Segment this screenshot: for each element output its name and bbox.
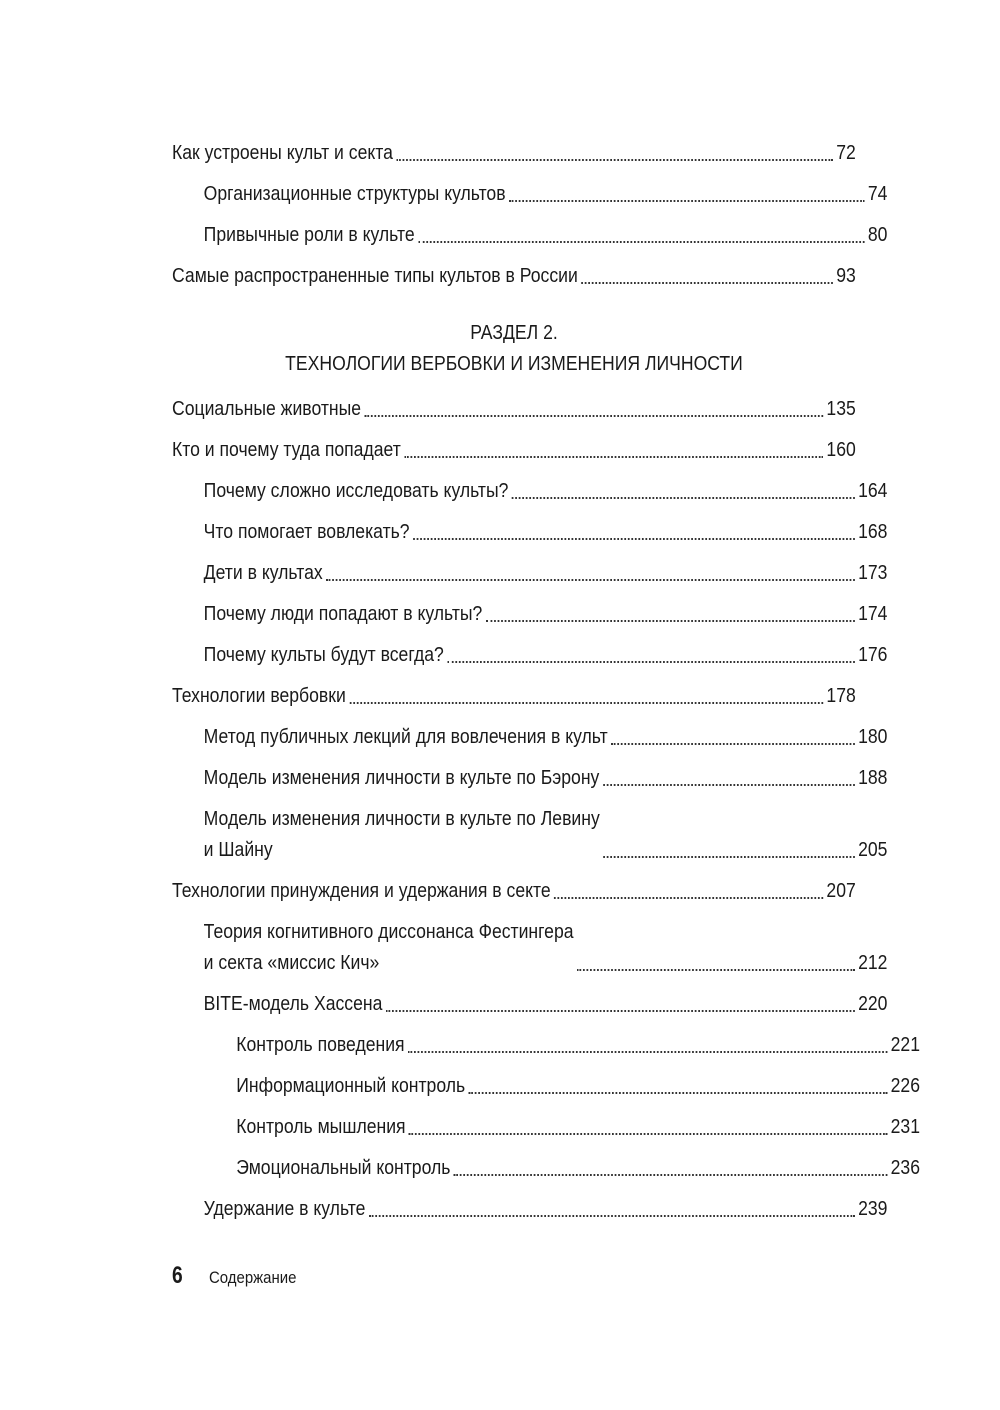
toc-entry-title: Почему сложно исследовать культы? [203, 480, 509, 502]
toc-entry-title: Контроль поведения [236, 1034, 405, 1056]
toc-entry-page: 74 [867, 183, 888, 205]
toc-part-2 [172, 384, 921, 1225]
toc-entry-page: 236 [890, 1157, 921, 1179]
toc-entry[interactable] [172, 794, 887, 866]
toc-entry-page: 205 [858, 839, 888, 861]
toc-entry[interactable] [172, 169, 887, 210]
toc-entry-page: 168 [858, 521, 888, 543]
toc-entry-page: 93 [836, 265, 856, 287]
dot-leader [454, 1173, 887, 1176]
toc-entry-title: Привычные роли в культе [203, 224, 415, 246]
toc-entry-title: Удержание в культе [203, 1198, 366, 1220]
toc-entry-title-line: и Шайну [203, 839, 273, 861]
toc-entry[interactable] [172, 128, 856, 169]
toc-entry-page: 178 [826, 685, 856, 707]
toc-entry[interactable] [172, 753, 887, 794]
toc-entry-page: 231 [890, 1116, 921, 1138]
section-heading [213, 318, 815, 380]
toc-entry-title: Самые распространенные типы культов в России [172, 265, 578, 287]
toc-entry[interactable] [172, 589, 887, 630]
page-footer [172, 1262, 309, 1290]
dot-leader [408, 1050, 887, 1053]
toc-entry[interactable] [172, 210, 887, 251]
toc-entry-title: Почему культы будут всегда? [203, 644, 444, 666]
toc-entry-page: 226 [890, 1075, 921, 1097]
dot-leader [509, 199, 864, 202]
toc-entry[interactable] [172, 979, 887, 1020]
toc-entry[interactable] [172, 1020, 920, 1061]
toc-entry-title: Социальные животные [172, 398, 362, 420]
toc-entry[interactable] [172, 1102, 920, 1143]
toc-entry[interactable] [172, 384, 856, 425]
toc-entry-title-line: Модель изменения личности в культе по Левину [203, 808, 600, 830]
page-number: 6 [172, 1262, 183, 1289]
dot-leader [611, 742, 854, 745]
dot-leader [396, 158, 832, 161]
toc-entry-page: 188 [858, 767, 888, 789]
dot-leader [486, 619, 855, 622]
section-title: ТЕХНОЛОГИИ ВЕРБОВКИ И ИЗМЕНЕНИЯ ЛИЧНОСТИ [285, 353, 743, 375]
toc-part-1 [172, 128, 888, 292]
toc-entry-title: Эмоциональный контроль [236, 1157, 451, 1179]
toc-entry-page: 173 [858, 562, 888, 584]
toc-entry-title: Контроль мышления [236, 1116, 406, 1138]
dot-leader [447, 660, 854, 663]
toc-entry-title: Почему люди попадают в культы? [203, 603, 483, 625]
dot-leader [418, 240, 864, 243]
toc-entry[interactable] [172, 866, 856, 907]
toc-entry[interactable] [172, 466, 887, 507]
section-label: РАЗДЕЛ 2. [470, 322, 558, 344]
dot-leader [512, 496, 855, 499]
toc-entry-title-line: и секта «миссис Кич» [203, 952, 380, 974]
toc-entry-page: 72 [836, 142, 856, 164]
toc-entry-page: 160 [826, 439, 856, 461]
toc-entry[interactable] [172, 1143, 920, 1184]
dot-leader [369, 1214, 855, 1217]
toc-entry-page: 135 [826, 398, 856, 420]
toc-entry[interactable] [172, 507, 887, 548]
toc-entry-title: Кто и почему туда попадает [172, 439, 401, 461]
dot-leader [349, 701, 823, 704]
toc-entry-page: 80 [867, 224, 888, 246]
toc-entry[interactable] [172, 1184, 887, 1225]
toc-entry-page: 180 [858, 726, 888, 748]
dot-leader [409, 1132, 887, 1135]
toc-entry-title [204, 917, 574, 979]
dot-leader [365, 414, 823, 417]
toc-entry-page: 207 [826, 880, 856, 902]
toc-entry-page: 174 [858, 603, 888, 625]
toc-entry-title [204, 804, 600, 866]
toc-entry-page: 239 [858, 1198, 888, 1220]
toc-entry-title: Как устроены культ и секта [172, 142, 393, 164]
toc-entry-title: Информационный контроль [236, 1075, 466, 1097]
toc-entry[interactable] [172, 251, 856, 292]
dot-leader [581, 281, 832, 284]
dot-leader [577, 968, 854, 971]
toc-entry-page: 221 [890, 1034, 921, 1056]
toc-entry-page: 176 [858, 644, 888, 666]
toc-entry[interactable] [172, 671, 856, 712]
dot-leader [404, 455, 823, 458]
running-title: Содержание [209, 1268, 297, 1287]
toc-entry[interactable] [172, 907, 887, 979]
toc-entry[interactable] [172, 712, 887, 753]
toc-entry-title-line: Теория когнитивного диссонанса Фестингера [203, 921, 574, 943]
dot-leader [326, 578, 854, 581]
toc-entry[interactable] [172, 548, 887, 589]
dot-leader [603, 855, 854, 858]
toc-entry-title: Модель изменения личности в культе по Бэрону [203, 767, 600, 789]
dot-leader [603, 783, 855, 786]
toc-entry-page: 164 [858, 480, 888, 502]
toc-entry-page: 220 [858, 993, 888, 1015]
toc-entry[interactable] [172, 425, 856, 466]
toc-entry-title: Организационные структуры культов [203, 183, 506, 205]
dot-leader [386, 1009, 855, 1012]
toc-entry[interactable] [172, 1061, 920, 1102]
toc-entry-title: Технологии вербовки [172, 685, 346, 707]
toc-entry-title: BITE-модель Хассена [203, 993, 383, 1015]
toc-entry-title: Технологии принуждения и удержания в секте [172, 880, 551, 902]
toc-entry-title: Метод публичных лекций для вовлечения в культ [203, 726, 608, 748]
toc-entry-title: Что помогает вовлекать? [203, 521, 410, 543]
dot-leader [554, 896, 823, 899]
dot-leader [469, 1091, 887, 1094]
toc-entry[interactable] [172, 630, 887, 671]
dot-leader [413, 537, 854, 540]
toc-entry-title: Дети в культах [203, 562, 323, 584]
toc-entry-page: 212 [858, 952, 888, 974]
